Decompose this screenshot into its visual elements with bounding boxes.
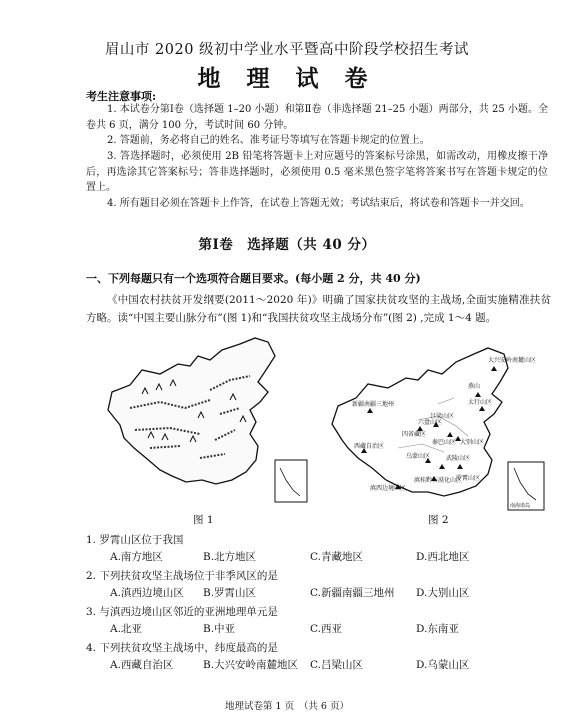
q2-option-a: A.滇西边境山区 xyxy=(110,587,184,599)
question-3-stem: 3. 与滇西边境山区邻近的亚洲地理单元是 xyxy=(86,606,278,618)
q3-option-b: B.中亚 xyxy=(203,623,236,635)
notice-item-1: 1. 本试卷分第Ⅰ卷（选择题 1–20 小题）和第Ⅱ卷（非选择题 21–25 小题）两部分，共 25 小题。全卷共 6 页，满分 100 分，考试时间 60 分钟。 xyxy=(86,104,548,131)
q1-option-a: A.南方地区 xyxy=(110,551,163,563)
notice-item-2: 2. 答题前，务必将自己的姓名、准考证号等填写在答题卡规定的位置上。 xyxy=(107,135,430,146)
label-lvliang: 吕梁山区 xyxy=(430,414,455,420)
q4-option-c: C.吕梁山区 xyxy=(310,659,363,671)
label-luoxiao: 罗霄山区 xyxy=(456,476,481,482)
label-daxinganling: 大兴安岭南麓山区 xyxy=(488,358,537,364)
q4-option-a: A.西藏自治区 xyxy=(110,659,174,671)
figure-2-caption: 图 2 xyxy=(428,514,449,526)
q1-option-d: D.西北地区 xyxy=(416,551,470,563)
label-xizang: 西藏自治区 xyxy=(354,444,385,450)
q2-option-c: C.新疆南疆三地州 xyxy=(310,587,395,599)
question-2-stem: 2. 下列扶贫攻坚主战场位于非季风区的是 xyxy=(86,570,278,582)
label-xinjiang: 新疆南疆三地州 xyxy=(352,402,395,408)
question-intro: 《中国农村扶贫开发纲要(2011～2020 年)》明确了国家扶贫攻坚的主战场,全面实施精准扶贫方略。读“中国主要山脉分布”(图 1)和“我国扶贫攻坚主战场分布”(图 2) ,完成 1～4 题。 xyxy=(86,294,551,324)
q3-option-c: C.西亚 xyxy=(310,623,342,635)
part-title: 一、下列每题只有一个选项符合题目要求。(每小题 2 分，共 40 分) xyxy=(86,272,421,285)
page-footer: 地理试卷第 1 页 （共 6 页） xyxy=(225,701,349,712)
label-nanhai: 南海诸岛 xyxy=(510,503,531,509)
notice-heading: 考生注意事项: xyxy=(86,90,157,103)
label-yanshan: 燕山 xyxy=(468,384,481,390)
label-wuling: 武陵山区 xyxy=(446,456,471,462)
exam-title: 眉山市 2020 级初中学业水平暨高中阶段学校招生考试 xyxy=(104,42,470,58)
label-sisheng: 四省藏区 xyxy=(402,432,427,438)
figure-1-mountain-map xyxy=(90,330,315,515)
question-4-stem: 4. 下列扶贫攻坚主战场中，纬度最高的是 xyxy=(86,642,278,654)
label-dianxi: 滇西边境山区 xyxy=(370,486,407,492)
label-dabie: 大别山区 xyxy=(460,440,485,446)
q2-option-d: D.大别山区 xyxy=(416,587,470,599)
q1-option-b: B.北方地区 xyxy=(203,551,257,563)
figure-1-caption: 图 1 xyxy=(193,514,214,526)
notice-item-3: 3. 答选择题时，必须使用 2B 铅笔将答题卡上对应题号的答案标号涂黑，如需改动，用橡皮擦干净后，再选涂其它答案标号；答非选择题时，必须使用 0.5 毫米黑色签字笔将答案书写在答题卡规定的位置上。 xyxy=(86,151,548,193)
q4-option-b: B.大兴安岭南麓地区 xyxy=(203,659,299,671)
label-qinba: 秦巴山区 xyxy=(432,440,457,446)
section-title: 第Ⅰ卷 选择题（共 40 分） xyxy=(198,237,376,253)
q4-option-d: D.乌蒙山区 xyxy=(416,659,470,671)
q3-option-d: D.东南亚 xyxy=(416,623,459,635)
label-taihang: 太行山区 xyxy=(468,400,493,406)
question-1-stem: 1. 罗霄山区位于我国 xyxy=(86,534,184,546)
q2-option-b: B.罗霄山区 xyxy=(203,587,257,599)
label-liupan: 六盘山区 xyxy=(418,420,443,426)
label-wumeng: 乌蒙山区 xyxy=(406,454,431,460)
label-dianguiqian: 滇桂黔石漠化山区 xyxy=(414,478,463,484)
notice-item-4: 4. 所有题目必须在答题卡上作答，在试卷上答题无效；考试结束后，将试卷和答题卡一并交回。 xyxy=(107,198,530,209)
subject-title: 地 理 试 卷 xyxy=(197,65,377,92)
q3-option-a: A.北亚 xyxy=(110,623,142,635)
q1-option-c: C.青藏地区 xyxy=(310,551,363,563)
figure-2-poverty-map xyxy=(318,340,550,515)
